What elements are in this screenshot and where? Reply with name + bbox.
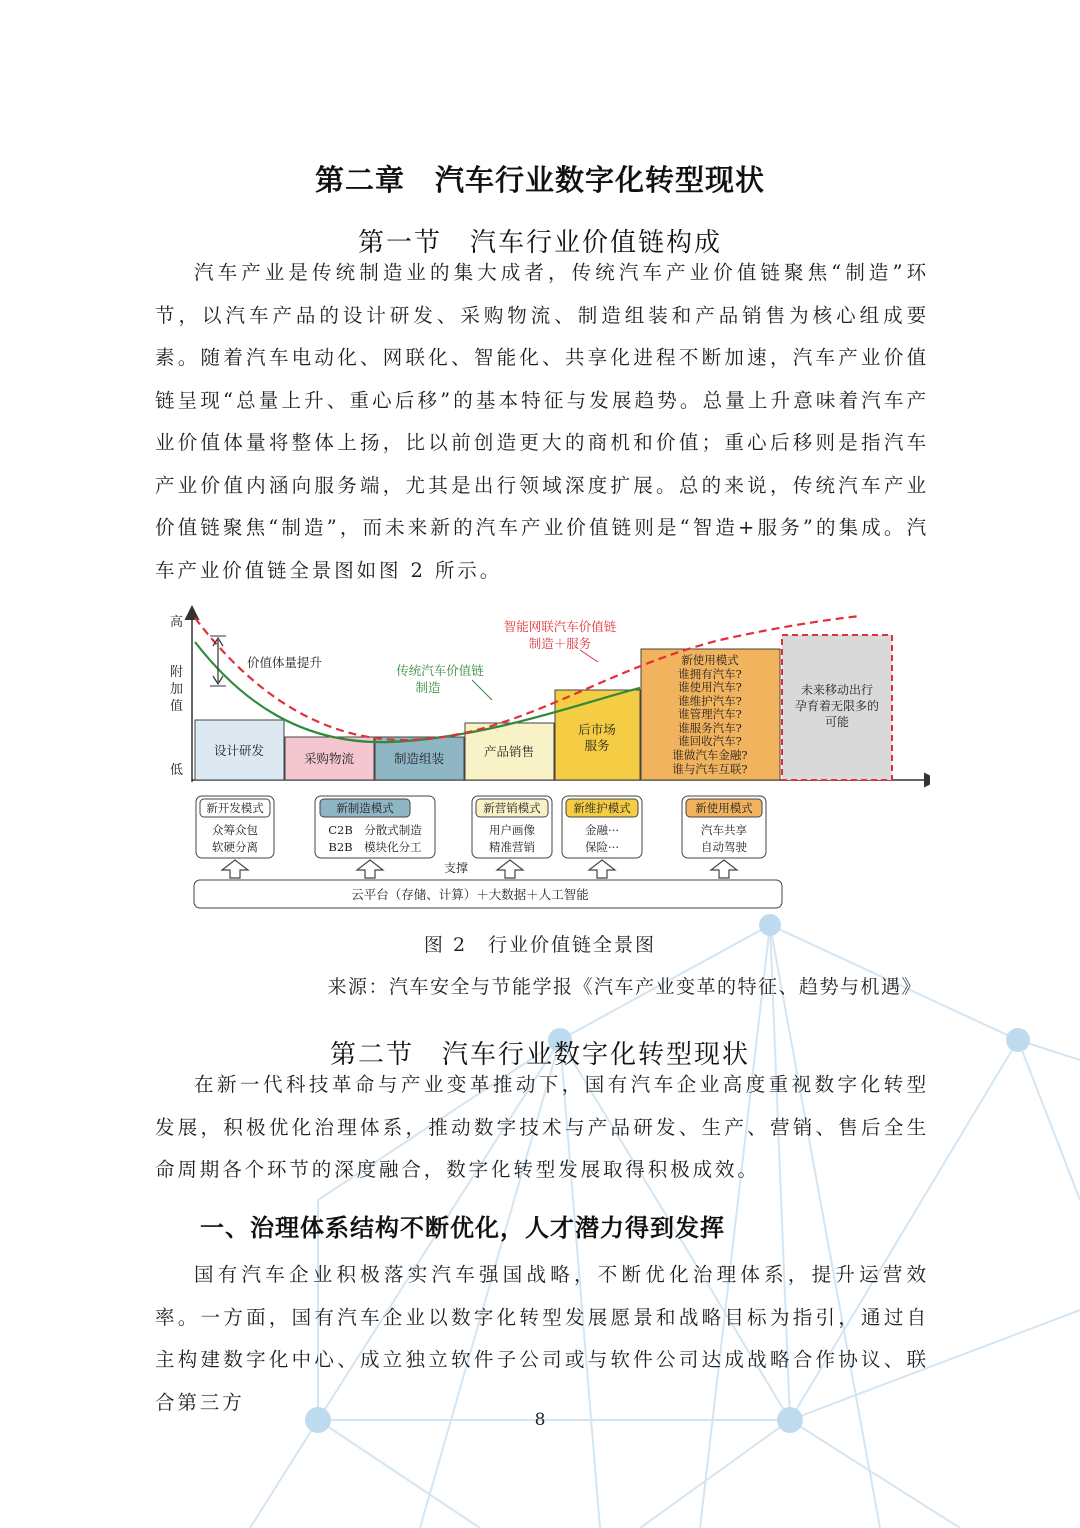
mode-box-header: 新营销模式: [483, 801, 541, 815]
support-arrows: [222, 860, 737, 878]
mode-box-header: 新维护模式: [573, 801, 631, 815]
platform-label: 云平台（存储、计算）＋大数据＋人工智能: [351, 887, 589, 902]
mode-box-development: [196, 796, 274, 858]
y-axis-high: 高: [170, 615, 184, 630]
stage-manufacturing-label: 制造组装: [393, 751, 445, 766]
new-usage-title: 新使用模式: [681, 653, 739, 667]
mode-box-marketing: [472, 796, 552, 858]
section2-paragraph: 在新一代科技革命与产业变革推动下，国有汽车企业高度重视数字化转型发展，积极优化治理体系，推动数字技术与产品研发、生产、营销、售后全生命周期各个环节的深度融合，数字化转型发展取得积极成效。: [155, 1073, 929, 1181]
traditional-chain-label-2: 制造: [415, 680, 441, 695]
mode-box-row: 自动驾驶: [701, 840, 747, 854]
figure-source: 来源：汽车安全与节能学报《汽车产业变革的特征、趋势与机遇》: [327, 976, 922, 998]
smart-chain-label-2: 制造＋服务: [528, 636, 592, 651]
section-title-2: 第二节 汽车行业数字化转型现状: [329, 1040, 750, 1070]
smart-chain-pointer: [580, 650, 598, 662]
stage-aftermarket-label-1: 后市场: [578, 722, 616, 737]
mode-box-row: 精准营销: [489, 840, 535, 854]
chapter-title: 第二章 汽车行业数字化转型现状: [314, 163, 765, 197]
y-axis-label: 附加值: [170, 665, 184, 714]
section-title-1: 第一节 汽车行业价值链构成: [357, 228, 722, 258]
new-usage-line: 谁使用汽车?: [678, 680, 742, 694]
support-label: 支撑: [443, 861, 469, 875]
mode-box-row: 保险···: [585, 840, 619, 854]
subsection-title: 一、治理体系结构不断优化，人才潜力得到发挥: [200, 1214, 725, 1242]
new-usage-line: 谁管理汽车?: [678, 707, 742, 721]
mode-box-manufacturing: [315, 796, 435, 858]
stage-design-label: 设计研发: [213, 743, 265, 758]
new-usage-line: 谁拥有汽车?: [678, 667, 742, 681]
section1-paragraph: 汽车产业是传统制造业的集大成者，传统汽车产业价值链聚焦“制造”环节，以汽车产品的设计研发、采购物流、制造组装和产品销售为核心组成要素。随着汽车电动化、网联化、智能化、共享化进程不断加速，汽车产业价值链呈现“总量上升、重心后移”的基本特征与发展趋势。总量上升意味着汽车产业价值体量将整体上扬，比以前创造更大的商机和价值；重心后移则是指汽车产业价值内涵向服务端，尤其是出行领域深度扩展。总的来说，传统汽车产业价值链聚焦“制造”，而未来新的汽车产业价值链则是“智造+服务”的集成。汽车产业价值链全景图如图 2 所示。: [155, 261, 929, 582]
mode-box-header: 新开发模式: [206, 801, 264, 815]
mode-box-usage: [682, 796, 766, 858]
y-axis-low: 低: [170, 763, 184, 778]
mode-box-row: C2B 分散式制造: [328, 823, 422, 837]
mode-box-row: 软硬分离: [212, 840, 258, 854]
stage-procurement-label: 采购物流: [303, 751, 355, 766]
mode-box-row: B2B 模块化分工: [328, 840, 422, 854]
new-usage-line: 谁与汽车互联?: [672, 762, 748, 776]
mode-box-header: 新使用模式: [695, 801, 753, 815]
mode-box-row: 用户画像: [489, 823, 535, 837]
value-chain-figure: [160, 600, 930, 920]
mode-box-row: 汽车共享: [701, 823, 747, 837]
smart-chain-label-1: 智能网联汽车价值链: [503, 619, 617, 634]
value-rise-annotation: 价值体量提升: [247, 655, 323, 670]
new-usage-line: 谁做汽车金融?: [672, 748, 748, 762]
mode-box-header: 新制造模式: [336, 801, 394, 815]
new-usage-line: 谁服务汽车?: [678, 721, 742, 735]
future-mobility-line: 可能: [824, 715, 850, 729]
mode-box-row: 众筹众包: [212, 823, 258, 837]
traditional-chain-label-1: 传统汽车价值链: [396, 663, 484, 678]
figure-caption: 图 2 行业价值链全景图: [423, 934, 657, 956]
new-usage-line: 谁回收汽车?: [678, 734, 742, 748]
stage-aftermarket-label-2: 服务: [584, 738, 610, 753]
mode-box-maintenance: [562, 796, 642, 858]
page-number: 8: [534, 1410, 546, 1430]
traditional-chain-pointer: [472, 680, 492, 700]
new-usage-line: 谁维护汽车?: [678, 694, 742, 708]
future-mobility-line: 孕育着无限多的: [794, 699, 880, 713]
subsection-paragraph: 国有汽车企业积极落实汽车强国战略，不断优化治理体系，提升运营效率。一方面，国有汽车企业以数字化转型发展愿景和战略目标为指引，通过自主构建数字化中心、成立独立软件子公司或与软件公司达成战略合作协议、联合第三方: [155, 1263, 929, 1414]
stage-sales-label: 产品销售: [483, 744, 535, 759]
mode-box-row: 金融···: [585, 823, 619, 837]
future-mobility-line: 未来移动出行: [800, 683, 874, 697]
